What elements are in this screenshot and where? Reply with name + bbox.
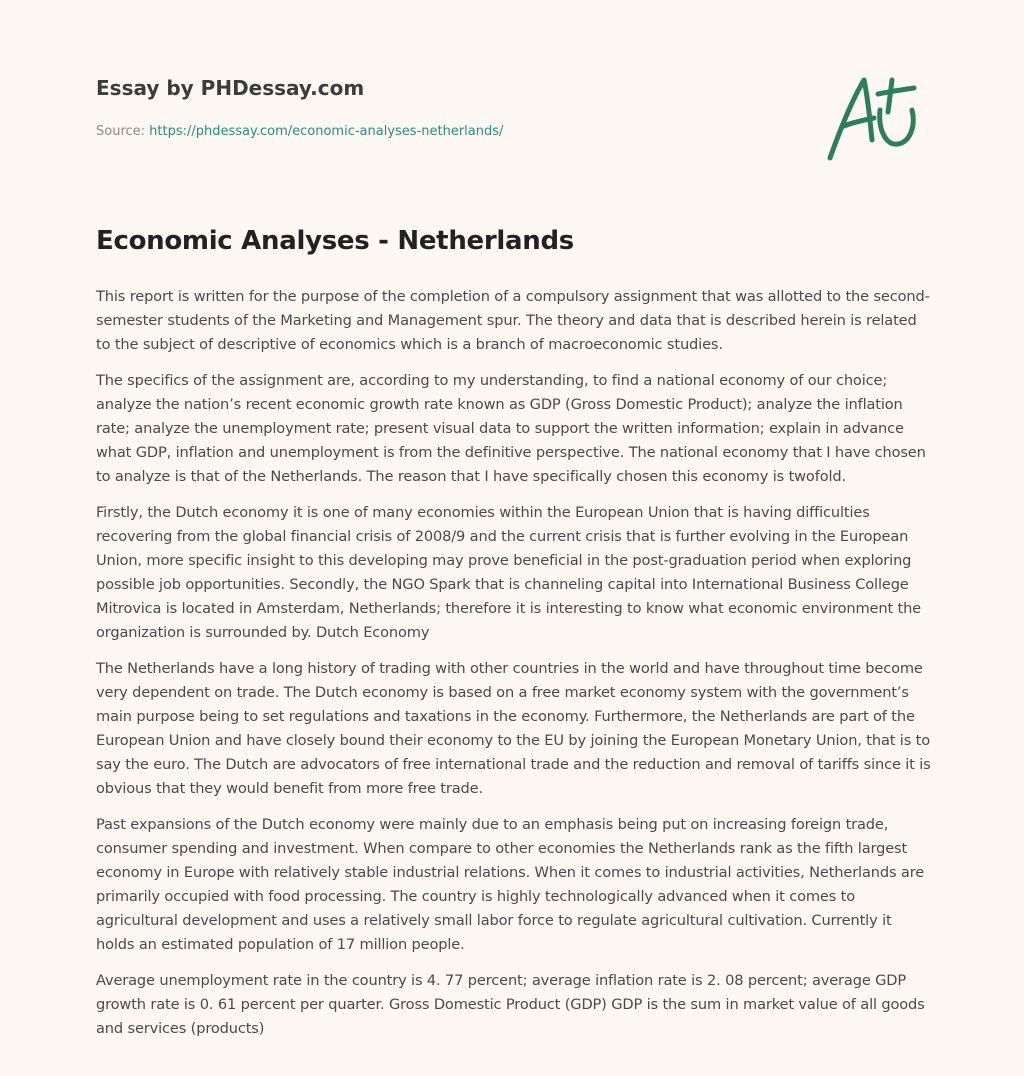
site-title: Essay by PHDessay.com [96, 76, 365, 100]
paragraph: Firstly, the Dutch economy it is one of many economies within the European Union that is having difficulties recovering from the global financial crisis of 2008/9 and the current crisis that is further evolving in the European Union, more specific insight to this developing may prove beneficial in the post-graduation period when exploring possible job opportunities. Secondly, the NGO Spark that is channeling capital into International Business College Mitrovica is located in Amsterdam, Netherlands; therefore it is interesting to know what economic environment the organization is surrounded by. Dutch Economy [96, 504, 922, 641]
paragraph: The Netherlands have a long history of trading with other countries in the world and have throughout time become very dependent on trade. The Dutch economy is based on a free market economy system with the government’s main purpose being to set regulations and taxations in the economy. Furthermore, the Netherlands are part of the European Union and have closely bound their economy to the EU by joining the European Monetary Union, that is to say the euro. The Dutch are advocators of free international trade and the reduction and removal of tariffs since it is obvious that they would benefit from more free trade. [96, 660, 931, 797]
source-link[interactable]: https://phdessay.com/economic-analyses-netherlands/ [149, 124, 504, 139]
essay-body [96, 285, 932, 1053]
paragraph: Past expansions of the Dutch economy were mainly due to an emphasis being put on increasing foreign trade, consumer spending and investment. When compare to other economies the Netherlands rank as the fifth largest economy in Europe with relatively stable industrial relations. When it comes to industrial activities, Netherlands are primarily occupied with food processing. The country is highly technologically advanced when it comes to agricultural development and uses a relatively small labor force to regulate agricultural cultivation. Currently it holds an estimated population of 17 million people. [96, 816, 925, 953]
paragraph: This report is written for the purpose of the completion of a compulsory assignment that was allotted to the second-semester students of the Marketing and Management spur. The theory and data that is described herein is related to the subject of descriptive of economics which is a branch of macroeconomic studies. [96, 288, 930, 353]
source-label: Source: [96, 124, 150, 139]
paragraph: The specifics of the assignment are, according to my understanding, to find a national economy of our choice; analyze the nation’s recent economic growth rate known as GDP (Gross Domestic Product); analyze the inflation rate; analyze the unemployment rate; present visual data to support the written information; explain in advance what GDP, inflation and unemployment is from the definitive perspective. The national economy that I have chosen to analyze is that of the Netherlands. The reason that I have specifically chosen this economy is twofold. [96, 372, 926, 485]
page-header [96, 76, 926, 176]
paragraph: Average unemployment rate in the country is 4. 77 percent; average inflation rate is 2. 08 percent; average GDP growth rate is 0. 61 percent per quarter. Gross Domestic Product (GDP) GDP is the sum in market value of all goods and services (products) [96, 972, 925, 1037]
a-plus-logo-icon [822, 68, 922, 164]
essay-title: Economic Analyses - Netherlands [96, 226, 574, 256]
source-line [96, 124, 503, 139]
